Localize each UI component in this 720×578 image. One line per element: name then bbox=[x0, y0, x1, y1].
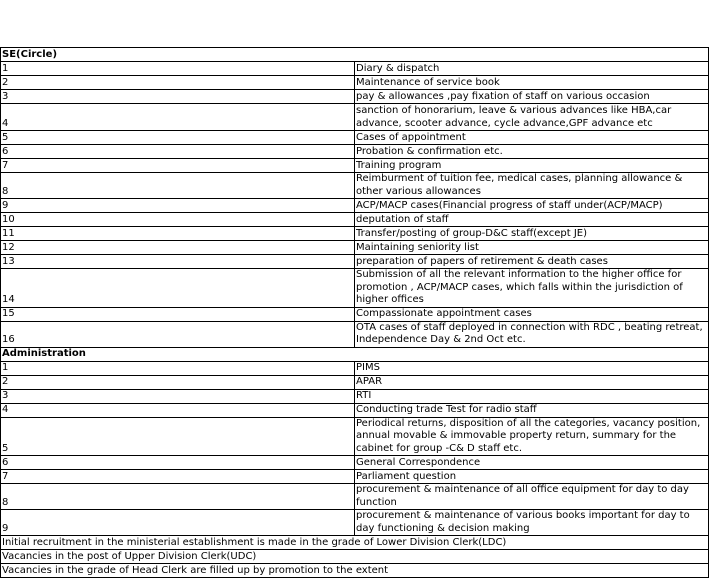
table-row bbox=[1, 159, 709, 173]
table-row bbox=[1, 269, 709, 308]
row-description: Training program bbox=[355, 159, 709, 173]
row-description: ACP/MACP cases(Financial progress of staff under(ACP/MACP) bbox=[355, 199, 709, 213]
recruitment-note-row bbox=[1, 564, 709, 578]
section-title: Administration bbox=[1, 347, 709, 361]
row-number: 6 bbox=[1, 456, 355, 470]
table-row bbox=[1, 173, 709, 199]
row-description: preparation of papers of retirement & death cases bbox=[355, 255, 709, 269]
table-row bbox=[1, 484, 709, 510]
row-description: Periodical returns, disposition of all the categories, vacancy position, annual movable & immovable property return, summary for the cabinet for group -C& D staff etc. bbox=[355, 417, 709, 456]
table-row bbox=[1, 62, 709, 76]
row-description: Diary & dispatch bbox=[355, 62, 709, 76]
row-number: 5 bbox=[1, 131, 355, 145]
section-header-row bbox=[1, 48, 709, 62]
row-description: Compassionate appointment cases bbox=[355, 307, 709, 321]
table-row bbox=[1, 255, 709, 269]
table-row bbox=[1, 456, 709, 470]
table-row bbox=[1, 321, 709, 347]
recruitment-note: Initial recruitment in the ministerial establishment is made in the grade of Lower Division Clerk(LDC) bbox=[1, 536, 709, 550]
row-description: Transfer/posting of group-D&C staff(except JE) bbox=[355, 227, 709, 241]
row-number: 15 bbox=[1, 307, 355, 321]
row-description: procurement & maintenance of all office equipment for day to day function bbox=[355, 484, 709, 510]
row-number: 4 bbox=[1, 403, 355, 417]
row-description: pay & allowances ,pay fixation of staff on various occasion bbox=[355, 90, 709, 104]
row-number: 13 bbox=[1, 255, 355, 269]
row-number: 2 bbox=[1, 375, 355, 389]
table-row bbox=[1, 403, 709, 417]
table-row bbox=[1, 510, 709, 536]
row-description: APAR bbox=[355, 375, 709, 389]
table-row bbox=[1, 90, 709, 104]
table-row bbox=[1, 227, 709, 241]
row-number: 3 bbox=[1, 90, 355, 104]
row-description: Submission of all the relevant information to the higher office for promotion , ACP/MACP cases, which falls within the jurisdiction of higher offices bbox=[355, 269, 709, 308]
duty-allocation-document bbox=[0, 47, 709, 578]
table-row bbox=[1, 131, 709, 145]
recruitment-note-row bbox=[1, 550, 709, 564]
row-description: Cases of appointment bbox=[355, 131, 709, 145]
row-number: 7 bbox=[1, 470, 355, 484]
row-description: General Correspondence bbox=[355, 456, 709, 470]
row-description: Reimburment of tuition fee, medical cases, planning allowance & other various allowances bbox=[355, 173, 709, 199]
row-number: 8 bbox=[1, 173, 355, 199]
section-title: SE(Circle) bbox=[1, 48, 709, 62]
recruitment-note: Vacancies in the post of Upper Division Clerk(UDC) bbox=[1, 550, 709, 564]
row-number: 6 bbox=[1, 145, 355, 159]
row-description: Probation & confirmation etc. bbox=[355, 145, 709, 159]
row-number: 8 bbox=[1, 484, 355, 510]
row-number: 14 bbox=[1, 269, 355, 308]
table-row bbox=[1, 213, 709, 227]
row-number: 5 bbox=[1, 417, 355, 456]
recruitment-note-row bbox=[1, 536, 709, 550]
table-row bbox=[1, 375, 709, 389]
row-description: OTA cases of staff deployed in connection with RDC , beating retreat, Independence Day & 2nd Oct etc. bbox=[355, 321, 709, 347]
row-number: 1 bbox=[1, 62, 355, 76]
row-description: Maintaining seniority list bbox=[355, 241, 709, 255]
table-row bbox=[1, 389, 709, 403]
table-row bbox=[1, 470, 709, 484]
table-row bbox=[1, 417, 709, 456]
table-row bbox=[1, 241, 709, 255]
row-description: PIMS bbox=[355, 361, 709, 375]
row-description: Maintenance of service book bbox=[355, 76, 709, 90]
row-description: Conducting trade Test for radio staff bbox=[355, 403, 709, 417]
table-row bbox=[1, 307, 709, 321]
table-row bbox=[1, 104, 709, 131]
row-number: 9 bbox=[1, 199, 355, 213]
recruitment-note: Vacancies in the grade of Head Clerk are filled up by promotion to the extent bbox=[1, 564, 709, 578]
table-row bbox=[1, 76, 709, 90]
section-header-row bbox=[1, 347, 709, 361]
row-description: sanction of honorarium, leave & various advances like HBA,car advance, scooter advance, cycle advance,GPF advance etc bbox=[355, 104, 709, 131]
row-description: Parliament question bbox=[355, 470, 709, 484]
row-description: RTI bbox=[355, 389, 709, 403]
row-description: deputation of staff bbox=[355, 213, 709, 227]
row-number: 11 bbox=[1, 227, 355, 241]
row-number: 2 bbox=[1, 76, 355, 90]
row-description: procurement & maintenance of various books important for day to day functioning & decision making bbox=[355, 510, 709, 536]
row-number: 1 bbox=[1, 361, 355, 375]
duty-allocation-table bbox=[0, 47, 709, 578]
row-number: 3 bbox=[1, 389, 355, 403]
table-row bbox=[1, 361, 709, 375]
table-row bbox=[1, 145, 709, 159]
row-number: 16 bbox=[1, 321, 355, 347]
row-number: 10 bbox=[1, 213, 355, 227]
row-number: 9 bbox=[1, 510, 355, 536]
row-number: 7 bbox=[1, 159, 355, 173]
row-number: 12 bbox=[1, 241, 355, 255]
table-row bbox=[1, 199, 709, 213]
row-number: 4 bbox=[1, 104, 355, 131]
